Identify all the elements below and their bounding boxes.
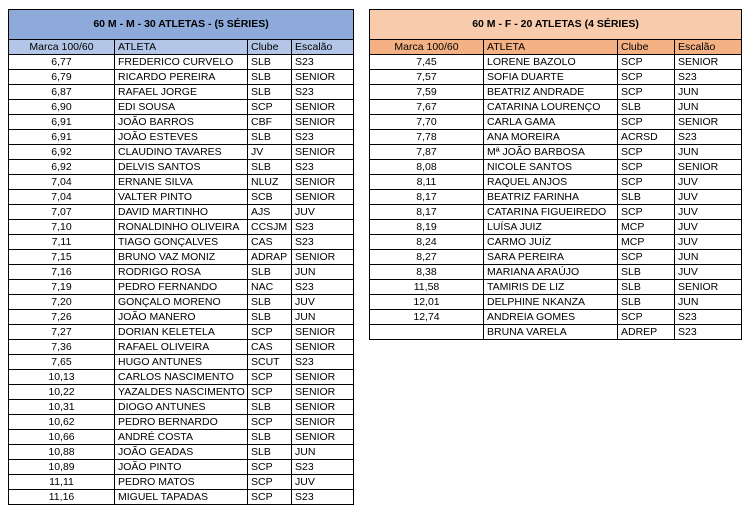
athlete-cell: BRUNO VAZ MONIZ <box>115 250 248 265</box>
mark-cell: 10,89 <box>9 460 115 475</box>
mark-cell: 6,87 <box>9 85 115 100</box>
mark-cell: 7,67 <box>370 100 484 115</box>
mark-cell: 10,22 <box>9 385 115 400</box>
athlete-cell: ANA MOREIRA <box>484 130 618 145</box>
category-cell: S23 <box>675 130 742 145</box>
table-row <box>370 115 742 130</box>
mark-cell: 7,57 <box>370 70 484 85</box>
club-cell: SCP <box>248 325 292 340</box>
table-row <box>370 145 742 160</box>
table-row <box>370 175 742 190</box>
athlete-cell: CARLOS NASCIMENTO <box>115 370 248 385</box>
mark-cell: 7,11 <box>9 235 115 250</box>
mark-cell: 6,79 <box>9 70 115 85</box>
athlete-cell: SOFIA DUARTE <box>484 70 618 85</box>
category-cell: JUV <box>675 190 742 205</box>
category-cell: JUN <box>675 100 742 115</box>
club-cell: MCP <box>618 220 675 235</box>
category-cell: S23 <box>675 310 742 325</box>
category-cell: S23 <box>292 220 354 235</box>
club-cell: SLB <box>248 55 292 70</box>
table-row <box>9 175 354 190</box>
mark-cell: 8,17 <box>370 205 484 220</box>
club-cell: SLB <box>248 310 292 325</box>
athlete-cell: ANDRÉ COSTA <box>115 430 248 445</box>
mark-cell: 7,45 <box>370 55 484 70</box>
mark-cell <box>370 325 484 340</box>
category-cell: S23 <box>292 490 354 505</box>
table-row <box>9 400 354 415</box>
mark-cell: 10,13 <box>9 370 115 385</box>
table-row <box>9 220 354 235</box>
table-row <box>9 145 354 160</box>
men-header-mark: Marca 100/60 <box>9 40 115 55</box>
mark-cell: 7,10 <box>9 220 115 235</box>
category-cell: JUV <box>675 235 742 250</box>
club-cell: NAC <box>248 280 292 295</box>
table-row <box>9 70 354 85</box>
table-row <box>370 310 742 325</box>
category-cell: SENIOR <box>675 280 742 295</box>
athlete-cell: BEATRIZ ANDRADE <box>484 85 618 100</box>
mark-cell: 6,92 <box>9 145 115 160</box>
category-cell: S23 <box>292 280 354 295</box>
table-row <box>9 355 354 370</box>
category-cell: S23 <box>292 355 354 370</box>
athlete-cell: VALTER PINTO <box>115 190 248 205</box>
category-cell: S23 <box>292 235 354 250</box>
club-cell: SCP <box>248 100 292 115</box>
table-row <box>9 385 354 400</box>
athlete-cell: RAFAEL JORGE <box>115 85 248 100</box>
mark-cell: 6,77 <box>9 55 115 70</box>
table-row <box>370 100 742 115</box>
category-cell: JUV <box>675 220 742 235</box>
club-cell: SLB <box>248 430 292 445</box>
club-cell: SCP <box>618 175 675 190</box>
mark-cell: 8,27 <box>370 250 484 265</box>
club-cell: SLB <box>618 265 675 280</box>
athlete-cell: NICOLE SANTOS <box>484 160 618 175</box>
table-row <box>370 235 742 250</box>
club-cell: CCSJM <box>248 220 292 235</box>
table-row <box>9 280 354 295</box>
mark-cell: 6,92 <box>9 160 115 175</box>
athlete-cell: LUÍSA JUIZ <box>484 220 618 235</box>
club-cell: SCUT <box>248 355 292 370</box>
mark-cell: 8,17 <box>370 190 484 205</box>
athlete-cell: Mª JOÃO BARBOSA <box>484 145 618 160</box>
table-row <box>370 295 742 310</box>
category-cell: SENIOR <box>292 250 354 265</box>
mark-cell: 10,88 <box>9 445 115 460</box>
athlete-cell: CARLA GAMA <box>484 115 618 130</box>
club-cell: SCP <box>248 460 292 475</box>
table-row <box>9 295 354 310</box>
club-cell: SLB <box>248 160 292 175</box>
category-cell: SENIOR <box>292 145 354 160</box>
athlete-cell: DIOGO ANTUNES <box>115 400 248 415</box>
club-cell: CBF <box>248 115 292 130</box>
category-cell: SENIOR <box>675 55 742 70</box>
athlete-cell: JOÃO GEADAS <box>115 445 248 460</box>
table-row <box>9 265 354 280</box>
club-cell: SLB <box>248 130 292 145</box>
athlete-cell: BRUNA VARELA <box>484 325 618 340</box>
athlete-cell: JOÃO PINTO <box>115 460 248 475</box>
athlete-cell: JOÃO MANERO <box>115 310 248 325</box>
category-cell: S23 <box>675 70 742 85</box>
women-header-athlete: ATLETA <box>484 40 618 55</box>
category-cell: JUV <box>292 475 354 490</box>
club-cell: SLB <box>248 265 292 280</box>
table-row <box>9 115 354 130</box>
men-header-athlete: ATLETA <box>115 40 248 55</box>
mark-cell: 7,04 <box>9 190 115 205</box>
athlete-cell: ANDREIA GOMES <box>484 310 618 325</box>
club-cell: ACRSD <box>618 130 675 145</box>
mark-cell: 7,16 <box>9 265 115 280</box>
athlete-cell: GONÇALO MORENO <box>115 295 248 310</box>
athlete-cell: EDI SOUSA <box>115 100 248 115</box>
athlete-cell: PEDRO FERNANDO <box>115 280 248 295</box>
table-row <box>370 55 742 70</box>
athlete-cell: TIAGO GONÇALVES <box>115 235 248 250</box>
mark-cell: 12,01 <box>370 295 484 310</box>
club-cell: SLB <box>248 445 292 460</box>
mark-cell: 6,91 <box>9 115 115 130</box>
table-row <box>370 70 742 85</box>
mark-cell: 7,70 <box>370 115 484 130</box>
men-header-category: Escalão <box>292 40 354 55</box>
club-cell: ADRAP <box>248 250 292 265</box>
category-cell: JUV <box>292 295 354 310</box>
table-row <box>9 490 354 505</box>
athlete-cell: RAQUEL ANJOS <box>484 175 618 190</box>
mark-cell: 7,36 <box>9 340 115 355</box>
club-cell: SCP <box>618 115 675 130</box>
athlete-cell: JOÃO BARROS <box>115 115 248 130</box>
table-row <box>9 190 354 205</box>
club-cell: NLUZ <box>248 175 292 190</box>
club-cell: SLB <box>248 85 292 100</box>
category-cell: JUV <box>292 205 354 220</box>
mark-cell: 7,07 <box>9 205 115 220</box>
category-cell: SENIOR <box>292 340 354 355</box>
category-cell: SENIOR <box>292 190 354 205</box>
category-cell: JUV <box>675 175 742 190</box>
club-cell: SCP <box>618 205 675 220</box>
table-row <box>9 340 354 355</box>
mark-cell: 11,58 <box>370 280 484 295</box>
club-cell: ADREP <box>618 325 675 340</box>
category-cell: JUN <box>675 145 742 160</box>
athlete-cell: MIGUEL TAPADAS <box>115 490 248 505</box>
table-row <box>370 85 742 100</box>
women-table-title: 60 M - F - 20 ATLETAS (4 SÉRIES) <box>370 10 742 40</box>
table-row <box>9 85 354 100</box>
category-cell: SENIOR <box>292 415 354 430</box>
mark-cell: 7,04 <box>9 175 115 190</box>
club-cell: SLB <box>248 295 292 310</box>
mark-cell: 8,24 <box>370 235 484 250</box>
table-row <box>9 235 354 250</box>
mark-cell: 8,38 <box>370 265 484 280</box>
category-cell: JUN <box>292 265 354 280</box>
women-60m-table <box>369 9 742 340</box>
athlete-cell: DELVIS SANTOS <box>115 160 248 175</box>
mark-cell: 8,08 <box>370 160 484 175</box>
table-row <box>9 325 354 340</box>
category-cell: S23 <box>292 460 354 475</box>
club-cell: SCP <box>248 370 292 385</box>
table-row <box>9 460 354 475</box>
women-header-mark: Marca 100/60 <box>370 40 484 55</box>
category-cell: SENIOR <box>292 370 354 385</box>
category-cell: SENIOR <box>292 325 354 340</box>
category-cell: SENIOR <box>292 385 354 400</box>
club-cell: SCP <box>618 310 675 325</box>
athlete-cell: RAFAEL OLIVEIRA <box>115 340 248 355</box>
category-cell: JUV <box>675 265 742 280</box>
club-cell: SLB <box>618 295 675 310</box>
club-cell: JV <box>248 145 292 160</box>
athlete-cell: MARIANA ARAÚJO <box>484 265 618 280</box>
club-cell: CAS <box>248 340 292 355</box>
table-row <box>9 130 354 145</box>
club-cell: SCP <box>248 415 292 430</box>
mark-cell: 7,20 <box>9 295 115 310</box>
table-row <box>9 430 354 445</box>
mark-cell: 10,62 <box>9 415 115 430</box>
category-cell: SENIOR <box>292 70 354 85</box>
table-row <box>9 475 354 490</box>
club-cell: SCP <box>618 160 675 175</box>
club-cell: SLB <box>248 70 292 85</box>
mark-cell: 10,66 <box>9 430 115 445</box>
men-60m-table <box>8 9 354 505</box>
club-cell: SCP <box>618 70 675 85</box>
athlete-cell: JOÃO ESTEVES <box>115 130 248 145</box>
category-cell: S23 <box>292 55 354 70</box>
women-header-club: Clube <box>618 40 675 55</box>
athlete-cell: CARMO JUÍZ <box>484 235 618 250</box>
athlete-cell: RODRIGO ROSA <box>115 265 248 280</box>
athlete-cell: FREDERICO CURVELO <box>115 55 248 70</box>
mark-cell: 12,74 <box>370 310 484 325</box>
mark-cell: 6,91 <box>9 130 115 145</box>
club-cell: SCP <box>248 490 292 505</box>
club-cell: SCP <box>248 385 292 400</box>
mark-cell: 8,19 <box>370 220 484 235</box>
table-row <box>9 100 354 115</box>
table-row <box>370 265 742 280</box>
table-row <box>9 310 354 325</box>
category-cell: SENIOR <box>292 175 354 190</box>
mark-cell: 7,65 <box>9 355 115 370</box>
category-cell: JUV <box>675 205 742 220</box>
mark-cell: 7,26 <box>9 310 115 325</box>
mark-cell: 7,87 <box>370 145 484 160</box>
club-cell: SCP <box>248 475 292 490</box>
mark-cell: 7,15 <box>9 250 115 265</box>
table-row <box>370 190 742 205</box>
athlete-cell: RONALDINHO OLIVEIRA <box>115 220 248 235</box>
table-row <box>9 250 354 265</box>
mark-cell: 8,11 <box>370 175 484 190</box>
table-row <box>370 250 742 265</box>
category-cell: S23 <box>292 130 354 145</box>
athlete-cell: DORIAN KELETELA <box>115 325 248 340</box>
mark-cell: 7,78 <box>370 130 484 145</box>
club-cell: SLB <box>618 280 675 295</box>
athlete-cell: DELPHINE NKANZA <box>484 295 618 310</box>
table-row <box>370 205 742 220</box>
table-row <box>9 370 354 385</box>
athlete-cell: PEDRO MATOS <box>115 475 248 490</box>
table-row <box>370 280 742 295</box>
category-cell: JUN <box>292 445 354 460</box>
club-cell: SCB <box>248 190 292 205</box>
athlete-cell: TAMIRIS DE LIZ <box>484 280 618 295</box>
table-row <box>9 205 354 220</box>
club-cell: SCP <box>618 55 675 70</box>
category-cell: SENIOR <box>675 160 742 175</box>
club-cell: MCP <box>618 235 675 250</box>
athlete-cell: DAVID MARTINHO <box>115 205 248 220</box>
category-cell: SENIOR <box>292 430 354 445</box>
category-cell: SENIOR <box>292 400 354 415</box>
athlete-cell: SARA PEREIRA <box>484 250 618 265</box>
club-cell: SLB <box>618 100 675 115</box>
men-table-title: 60 M - M - 30 ATLETAS - (5 SÉRIES) <box>9 10 354 40</box>
mark-cell: 11,16 <box>9 490 115 505</box>
table-row <box>370 130 742 145</box>
table-row <box>9 415 354 430</box>
athlete-cell: PEDRO BERNARDO <box>115 415 248 430</box>
table-row <box>9 160 354 175</box>
club-cell: SCP <box>618 85 675 100</box>
athlete-cell: RICARDO PEREIRA <box>115 70 248 85</box>
table-row <box>370 160 742 175</box>
men-header-club: Clube <box>248 40 292 55</box>
table-row <box>370 220 742 235</box>
athlete-cell: BEATRIZ FARINHA <box>484 190 618 205</box>
category-cell: S23 <box>292 85 354 100</box>
club-cell: SLB <box>618 190 675 205</box>
category-cell: JUN <box>675 295 742 310</box>
mark-cell: 10,31 <box>9 400 115 415</box>
category-cell: S23 <box>675 325 742 340</box>
table-row <box>9 445 354 460</box>
athlete-cell: CATARINA FIGUEIREDO <box>484 205 618 220</box>
club-cell: SCP <box>618 145 675 160</box>
table-row <box>370 325 742 340</box>
mark-cell: 7,19 <box>9 280 115 295</box>
mark-cell: 11,11 <box>9 475 115 490</box>
club-cell: CAS <box>248 235 292 250</box>
category-cell: SENIOR <box>292 115 354 130</box>
athlete-cell: HUGO ANTUNES <box>115 355 248 370</box>
mark-cell: 7,27 <box>9 325 115 340</box>
category-cell: S23 <box>292 160 354 175</box>
club-cell: AJS <box>248 205 292 220</box>
category-cell: JUN <box>675 250 742 265</box>
category-cell: JUN <box>292 310 354 325</box>
category-cell: JUN <box>675 85 742 100</box>
table-row <box>9 55 354 70</box>
mark-cell: 6,90 <box>9 100 115 115</box>
club-cell: SCP <box>618 250 675 265</box>
club-cell: SLB <box>248 400 292 415</box>
women-header-category: Escalão <box>675 40 742 55</box>
category-cell: SENIOR <box>292 100 354 115</box>
athlete-cell: LORENE BAZOLO <box>484 55 618 70</box>
athlete-cell: CATARINA LOURENÇO <box>484 100 618 115</box>
category-cell: SENIOR <box>675 115 742 130</box>
athlete-cell: ERNANE SILVA <box>115 175 248 190</box>
athlete-cell: YAZALDES NASCIMENTO <box>115 385 248 400</box>
mark-cell: 7,59 <box>370 85 484 100</box>
athlete-cell: CLAUDINO TAVARES <box>115 145 248 160</box>
